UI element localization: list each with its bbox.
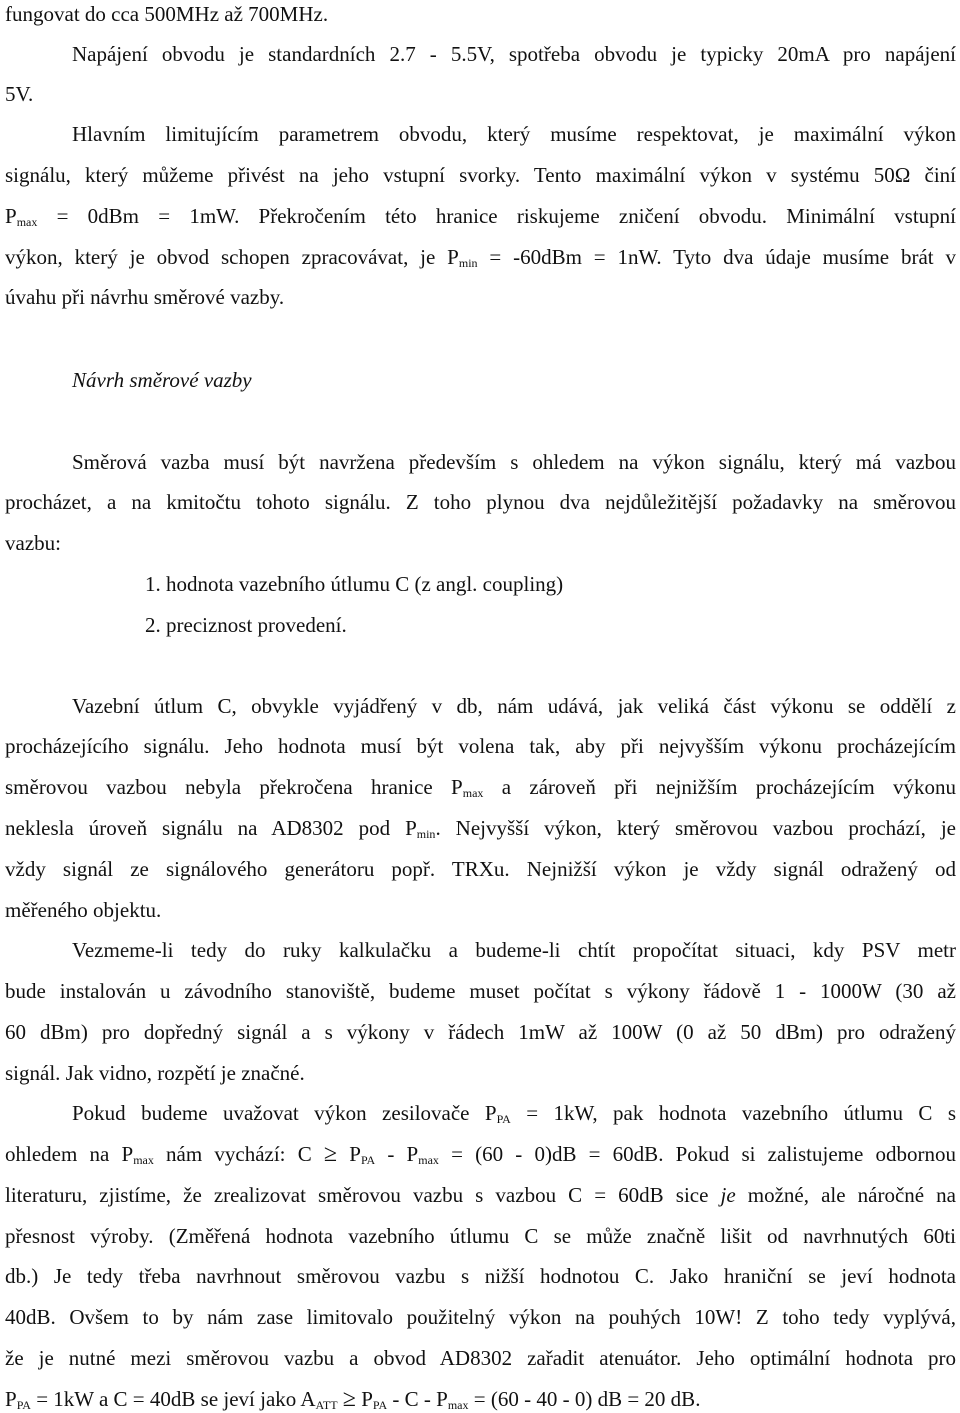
paragraph-line: signálu, který můžeme přivést na jeho vstupní svorky. Tento maximální výkon v systému 50Ω činí [5, 163, 956, 187]
paragraph-line: literaturu, zjistíme, že zrealizovat směrovou vazbu s vazbou C = 60dB sice je možné, ale náročné na [5, 1183, 956, 1207]
paragraph-line: Napájení obvodu je standardních 2.7 - 5.5V, spotřeba obvodu je typicky 20mA pro napájení [72, 42, 956, 66]
paragraph-line: neklesla úroveň signálu na AD8302 pod $P_{min}$. Nejvyšší výkon, který směrovou vazbou prochází, je [5, 816, 957, 841]
list-item: 2. preciznost provedení. [145, 613, 347, 637]
paragraph-line: přesnost výroby. (Změřená hodnota vazebního útlumu C se může značně lišit od navrhnutých 60ti [5, 1224, 956, 1248]
paragraph-line: ohledem na $P_{max}$ nám vychází: $C \ge P_{PA} - P_{max} = (60 - 0)dB = 60dB$. Pokud si zalistujeme odbornou [5, 1141, 956, 1167]
paragraph-line: $P_{max} = 0dBm = 1mW$. Překročením této hranice riskujeme zničení obvodu. Minimální vstupní [5, 204, 956, 229]
paragraph-line: Vezmeme-li tedy do ruky kalkulačku a budeme-li chtít propočítat situaci, kdy PSV metr [72, 938, 956, 962]
paragraph-line: db.) Je tedy třeba navrhnout směrovou vazbu s nižší hodnotou C. Jako hraniční se jeví hodnota [5, 1264, 956, 1288]
list-item: 1. hodnota vazebního útlumu C (z angl. coupling) [145, 572, 564, 596]
paragraph-line: fungovat do cca 500MHz až 700MHz. [5, 2, 329, 26]
paragraph-line: 60 dBm) pro dopředný signál a s výkony v řádech 1mW až 100W (0 až 50 dBm) pro odražený [5, 1020, 956, 1044]
paragraph-line: vždy signál ze signálového generátoru popř. TRXu. Nejnižší výkon je vždy signál odražený od [5, 857, 956, 881]
paragraph-line: Hlavním limitujícím parametrem obvodu, který musíme respektovat, je maximální výkon [72, 122, 956, 146]
paragraph-line: procházet, a na kmitočtu tohoto signálu. Z toho plynou dva nejdůležitější požadavky na směrovou [5, 490, 956, 514]
paragraph-line: 5V. [5, 82, 34, 106]
paragraph-line: Směrová vazba musí být navržena především s ohledem na výkon signálu, který má vazbou [72, 450, 956, 474]
paragraph-line: že je nutné mezi směrovou vazbu a obvod AD8302 zařadit atenuátor. Jeho optimální hodnota pro [5, 1346, 956, 1370]
paragraph-line: Pokud budeme uvažovat výkon zesilovače $P_{PA} = 1kW$, pak hodnota vazebního útlumu C s [72, 1101, 956, 1126]
paragraph-line: měřeného objektu. [5, 898, 162, 922]
paragraph-line: vazbu: [5, 531, 61, 555]
paragraph-line: bude instalován u závodního stanoviště, budeme muset počítat s výkony řádově 1 - 1000W (30 až [5, 979, 956, 1003]
paragraph-line: $P_{PA} = 1kW$ a C = 40dB se jeví jako $A_{ATT} \ge P_{PA} - C - P_{max} = (60 - 40 - 0)$ dB = 20 dB. [5, 1386, 701, 1412]
paragraph-line: 40dB. Ovšem to by nám zase limitovalo použitelný výkon na pouhých 10W! Z toho tedy vyplývá, [5, 1305, 956, 1329]
paragraph-line: procházejícího signálu. Jeho hodnota musí být volena tak, aby při nejvyšším výkonu procházejícím [5, 734, 956, 758]
paragraph-line: signál. Jak vidno, rozpětí je značné. [5, 1061, 305, 1085]
paragraph-line: směrovou vazbou nebyla překročena hranice $P_{max}$ a zároveň při nejnižším procházejícím výkonu [5, 775, 956, 800]
paragraph-line: Vazební útlum C, obvykle vyjádřený v db, nám udává, jak veliká část výkonu se oddělí z [72, 694, 956, 718]
section-heading: Návrh směrové vazby [72, 368, 252, 392]
paragraph-line: úvahu při návrhu směrové vazby. [5, 285, 285, 309]
paragraph-line: výkon, který je obvod schopen zpracovávat, je $P_{min} = -60dBm = 1nW$. Tyto dva údaje musíme brát v [5, 245, 956, 270]
